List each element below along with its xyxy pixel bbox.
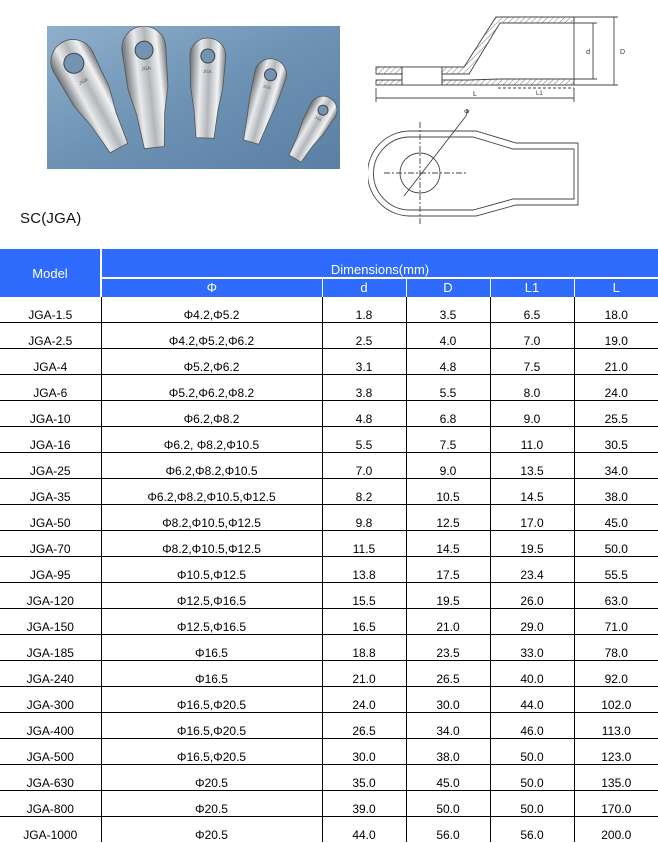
cell-L: 123.0 (574, 739, 658, 765)
cell-model: JGA-1.5 (0, 297, 101, 323)
cell-L: 92.0 (574, 661, 658, 687)
cell-L1: 23.4 (490, 557, 574, 583)
cell-model: JGA-2.5 (0, 323, 101, 349)
cell-phi: Φ12.5,Φ16.5 (101, 609, 322, 635)
cell-d: 9.8 (322, 505, 406, 531)
col-header-L1: L1 (490, 278, 574, 297)
cell-L1: 8.0 (490, 375, 574, 401)
cell-model: JGA-50 (0, 505, 101, 531)
cell-L1: 46.0 (490, 713, 574, 739)
cell-d: 15.5 (322, 583, 406, 609)
cell-phi: Φ16.5,Φ20.5 (101, 687, 322, 713)
cell-L1: 9.0 (490, 401, 574, 427)
cell-L1: 6.5 (490, 297, 574, 323)
lug-marking: JGA (140, 65, 152, 73)
cell-model: JGA-25 (0, 453, 101, 479)
col-header-D: D (406, 278, 490, 297)
cell-D: 4.8 (406, 349, 490, 375)
cell-L: 71.0 (574, 609, 658, 635)
cell-model: JGA-800 (0, 791, 101, 817)
cell-phi: Φ5.2,Φ6.2,Φ8.2 (101, 375, 322, 401)
cell-d: 1.8 (322, 297, 406, 323)
table-row (0, 765, 658, 791)
product-caption: SC(JGA) (20, 210, 82, 227)
table-row (0, 557, 658, 583)
side-view (376, 17, 618, 102)
cell-D: 5.5 (406, 375, 490, 401)
table-row (0, 635, 658, 661)
dim-D-label: D (620, 49, 626, 56)
lug-marking: JGA (262, 83, 272, 91)
table-row (0, 817, 658, 843)
cell-d: 3.8 (322, 375, 406, 401)
cell-model: JGA-16 (0, 427, 101, 453)
cell-L1: 50.0 (490, 739, 574, 765)
cell-L1: 19.5 (490, 531, 574, 557)
cell-phi: Φ8.2,Φ10.5,Φ12.5 (101, 531, 322, 557)
cell-L: 102.0 (574, 687, 658, 713)
cell-L: 24.0 (574, 375, 658, 401)
cell-L1: 40.0 (490, 661, 574, 687)
technical-drawing (368, 10, 636, 232)
cell-D: 9.0 (406, 453, 490, 479)
cell-L: 21.0 (574, 349, 658, 375)
col-header-phi: Φ (101, 278, 322, 297)
cell-D: 14.5 (406, 531, 490, 557)
cell-D: 23.5 (406, 635, 490, 661)
cell-L1: 33.0 (490, 635, 574, 661)
table-row (0, 323, 658, 349)
cell-L: 38.0 (574, 479, 658, 505)
cell-L1: 50.0 (490, 791, 574, 817)
cell-L: 34.0 (574, 453, 658, 479)
cell-phi: Φ5.2,Φ6.2 (101, 349, 322, 375)
cell-d: 2.5 (322, 323, 406, 349)
cell-d: 35.0 (322, 765, 406, 791)
cell-L: 50.0 (574, 531, 658, 557)
cell-d: 30.0 (322, 739, 406, 765)
cell-L: 200.0 (601, 828, 632, 842)
cell-d: 26.5 (322, 713, 406, 739)
cell-model: JGA-630 (0, 765, 101, 791)
spec-table (0, 249, 658, 842)
cell-L: 78.0 (574, 635, 658, 661)
cell-phi: Φ20.5 (101, 765, 322, 791)
cell-model: JGA-500 (0, 739, 101, 765)
cell-model: JGA-185 (0, 635, 101, 661)
cell-D: 19.5 (406, 583, 490, 609)
cell-phi: Φ10.5,Φ12.5 (101, 557, 322, 583)
cell-L: 30.5 (574, 427, 658, 453)
cell-phi: Φ6.2,Φ8.2 (101, 401, 322, 427)
cell-D: 56.0 (406, 817, 490, 843)
cell-model: JGA-120 (0, 583, 101, 609)
dim-d-label: d (586, 49, 590, 56)
cell-d: 21.0 (322, 661, 406, 687)
cell-phi: Φ20.5 (101, 817, 322, 843)
cell-model: JGA-400 (0, 713, 101, 739)
cell-D: 30.0 (406, 687, 490, 713)
cell-D: 38.0 (406, 739, 490, 765)
col-header-L: L (574, 278, 658, 297)
cell-L: 19.0 (574, 323, 658, 349)
cell-L1: 50.0 (490, 765, 574, 791)
lug-marking: JGA (78, 76, 90, 87)
cell-D: 50.0 (406, 791, 490, 817)
cell-model: JGA-70 (0, 531, 101, 557)
cell-L: 170.0 (574, 791, 658, 817)
cell-model: JGA-10 (0, 401, 101, 427)
cell-phi: Φ6.2,Φ8.2,Φ10.5 (101, 453, 322, 479)
table-row (0, 687, 658, 713)
cell-D: 7.5 (406, 427, 490, 453)
cell-L1: 11.0 (490, 427, 574, 453)
table-row (0, 401, 658, 427)
cell-model: JGA-150 (0, 609, 101, 635)
cell-L1: 26.0 (490, 583, 574, 609)
table-row (0, 349, 658, 375)
lug-marking: JGA (202, 68, 212, 75)
cell-phi: Φ20.5 (101, 791, 322, 817)
table-row (0, 531, 658, 557)
lug-marking: JGA (314, 115, 322, 123)
cell-d: 16.5 (322, 609, 406, 635)
cell-D: 17.5 (406, 557, 490, 583)
cell-L1: 44.0 (490, 687, 574, 713)
cell-D: 21.0 (406, 609, 490, 635)
cell-d: 39.0 (322, 791, 406, 817)
cell-phi: Φ16.5,Φ20.5 (101, 713, 322, 739)
table-row (0, 505, 658, 531)
cell-d: 7.0 (322, 453, 406, 479)
table-row (0, 427, 658, 453)
cell-d: 5.5 (322, 427, 406, 453)
cell-phi: Φ12.5,Φ16.5 (101, 583, 322, 609)
product-photo (47, 26, 340, 169)
cell-D: 6.8 (406, 401, 490, 427)
col-header-dimensions: Dimensions(mm) (101, 249, 658, 278)
cell-L: 135.0 (574, 765, 658, 791)
cell-L1: 7.0 (490, 323, 574, 349)
cell-D: 3.5 (406, 297, 490, 323)
table-row (0, 453, 658, 479)
cell-phi: Φ16.5,Φ20.5 (101, 739, 322, 765)
cell-model: JGA-240 (0, 661, 101, 687)
cell-phi: Φ6.2, Φ8.2,Φ10.5 (101, 427, 322, 453)
dim-phi-label: Φ (464, 109, 470, 116)
cell-D: 10.5 (406, 479, 490, 505)
cell-phi: Φ6.2,Φ8.2,Φ10.5,Φ12.5 (101, 479, 322, 505)
cell-phi: Φ8.2,Φ10.5,Φ12.5 (101, 505, 322, 531)
table-row (0, 791, 658, 817)
cell-phi: Φ4.2,Φ5.2 (101, 297, 322, 323)
cell-D: 26.5 (406, 661, 490, 687)
cell-phi: Φ4.2,Φ5.2,Φ6.2 (101, 323, 322, 349)
cell-L1: 14.5 (490, 479, 574, 505)
table-row (0, 479, 658, 505)
table-row (0, 661, 658, 687)
cell-d: 24.0 (322, 687, 406, 713)
cell-D: 12.5 (406, 505, 490, 531)
cell-L: 45.0 (574, 505, 658, 531)
table-row (0, 609, 658, 635)
cell-L1: 7.5 (490, 349, 574, 375)
cell-L1: 56.0 (490, 817, 574, 843)
top-view (368, 110, 578, 224)
cell-L: 25.5 (574, 401, 658, 427)
col-header-model: Model (0, 249, 101, 297)
cell-L: 18.0 (574, 297, 658, 323)
cell-d: 13.8 (322, 557, 406, 583)
cell-model: JGA-4 (0, 349, 101, 375)
col-header-d: d (322, 278, 406, 297)
cell-d: 11.5 (322, 531, 406, 557)
cell-phi: Φ16.5 (101, 661, 322, 687)
table-row (0, 739, 658, 765)
table-row (0, 713, 658, 739)
cell-model: JGA-6 (0, 375, 101, 401)
cell-d: 8.2 (322, 479, 406, 505)
cell-L: 113.0 (574, 713, 658, 739)
table-row (0, 375, 658, 401)
cell-D: 45.0 (406, 765, 490, 791)
cell-model: JGA-1000 (0, 817, 101, 843)
cell-model: JGA-300 (0, 687, 101, 713)
cell-d: 18.8 (322, 635, 406, 661)
cell-d: 4.8 (322, 401, 406, 427)
cell-D: 4.0 (406, 323, 490, 349)
cell-d: 44.0 (322, 817, 406, 843)
cell-L1: 29.0 (490, 609, 574, 635)
cell-L1: 13.5 (490, 453, 574, 479)
cell-phi: Φ16.5 (101, 635, 322, 661)
cell-L1: 17.0 (490, 505, 574, 531)
cell-model: JGA-95 (0, 557, 101, 583)
cell-L: 63.0 (574, 583, 658, 609)
cell-L: 55.5 (574, 557, 658, 583)
cell-d: 3.1 (322, 349, 406, 375)
table-row (0, 583, 658, 609)
cell-model: JGA-35 (0, 479, 101, 505)
dim-L-label: L (473, 91, 477, 98)
dim-L1-label: L1 (536, 91, 543, 97)
cell-D: 34.0 (406, 713, 490, 739)
table-row (0, 297, 658, 323)
